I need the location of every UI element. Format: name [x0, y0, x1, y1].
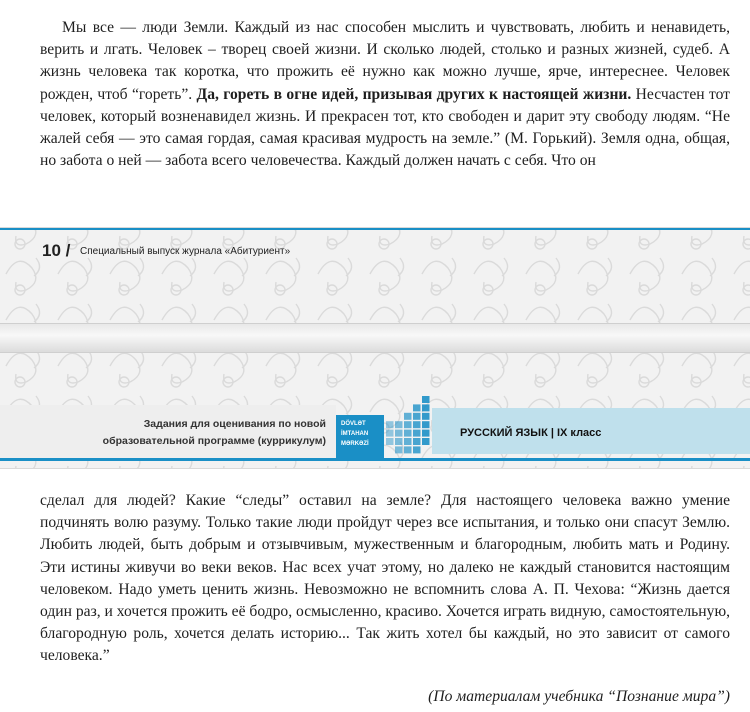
bottom-paragraph: сделал для людей? Какие “следы” оставил на земле? Для настоящего человека важно умение подчинять волю разуму. Только такие люди пройдут через все испытания, и только они спасут Землю. Любить людей, быть добрым и отзывчивым, мужественным и благородным, любить мать и Родину. Эти истины живучи во веки веков. Нас всех учат этому, но далеко не каждый становится настоящим человеком. Надо уметь ценить жизнь. Невозможно не вспомнить слова А. П. Чехова: “Жизнь дается один раз, и хочется прожить её бодро, осмысленно, красиво. Хочется играть видную, самостоятельную, благородную роль, хочется делать историю... Так жить хотел бы каждый, но это зависит от самого человека.”: [40, 492, 730, 665]
logo-line3: MƏRKƏZİ: [341, 441, 369, 447]
top-accent-line: [0, 228, 750, 230]
subject-title: РУССКИЙ ЯЗЫК | IX класс: [460, 427, 602, 439]
footer-left-panel: [0, 405, 336, 461]
top-paragraph: [40, 17, 730, 172]
citation: (По материалам учебника “Познание мира”): [428, 688, 730, 705]
bottom-accent-line: [0, 458, 750, 461]
page-break-band: [0, 227, 750, 469]
footer-text-line2: образовательной программе (куррикулум): [102, 435, 326, 447]
top-paragraph-bold: Да, гореть в огне идей, призывая других к настоящей жизни.: [196, 85, 632, 103]
logo-line1: DÖVLƏT: [341, 421, 366, 427]
page-gap-strip: [0, 323, 750, 353]
top-paragraph-part2: Несчастен тот человек, который возненавидел жизнь. И прекрасен тот, кто свободен и дарит эту свободу людям. “Не жалей себя — это самая гордая, самая красивая мудрость на земле.” (М. Горький). Земля одна, общая, но забота о ней — забота всего человечества. Каждый должен начать с себя. Что он: [40, 85, 730, 170]
top-paragraph-part1: Мы все — люди Земли. Каждый из нас способен мыслить и чувствовать, любить и ненавидеть, верить и лгать. Человек – творец своей жизни. И сколько людей, столько и разных жизней, судеб. А жизнь человека так коротка, что прожить её нужно как можно лучше, ярче, интереснее. Человек рожден, чтоб “гореть”.: [40, 19, 730, 103]
journal-title: Специальный выпуск журнала «Абитуриент»: [80, 246, 291, 257]
logo-line2: İMTAHAN: [341, 431, 369, 437]
footer-text-line1: Задания для оценивания по новой: [143, 418, 326, 430]
logo-grid-icon: [386, 396, 432, 456]
page-number: 10 /: [42, 241, 71, 260]
